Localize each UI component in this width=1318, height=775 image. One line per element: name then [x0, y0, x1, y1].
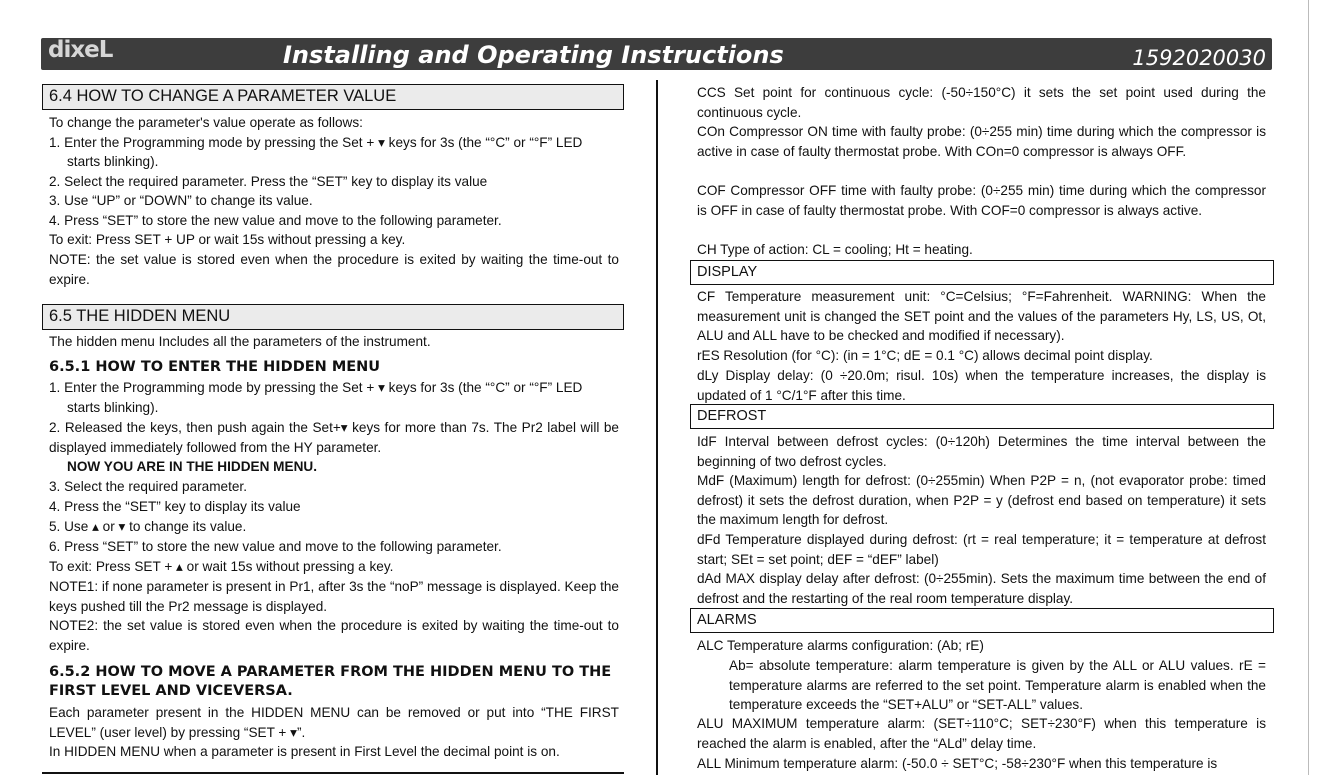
- alarms-section-header: [690, 608, 1274, 633]
- s651-title: 6.5.1 HOW TO ENTER THE HIDDEN MENU: [49, 359, 381, 375]
- s651-step1-cont: starts blinking).: [67, 400, 159, 415]
- s64-intro: To change the parameter's value operate as follows:: [49, 115, 363, 130]
- param-alc: ALC Temperature alarms configuration: (Ab; rE): [697, 638, 984, 653]
- s64-exit: To exit: Press SET + UP or wait 15s without pressing a key.: [49, 232, 406, 247]
- param-alc-desc: Ab= absolute temperature: alarm temperature is given by the ALL or ALU values. rE = temperature alarms are referred to the set point. Temperature alarm is enabled when the temperature exceeds the “SET+ALU” or “SET-ALL” values.: [729, 658, 1266, 712]
- s652-title: 6.5.2 HOW TO MOVE A PARAMETER FROM THE HIDDEN MENU TO THE FIRST LEVEL AND VICEVERSA.: [49, 664, 612, 699]
- s652-para2: In HIDDEN MENU when a parameter is present in First Level the decimal point is on.: [49, 744, 560, 759]
- s651-step2: 2. Released the keys, then push again the Set+▾ keys for more than 7s. The Pr2 label will be displayed immediately followed from the HY parameter.: [49, 420, 619, 455]
- param-ccs: CCS Set point for continuous cycle: (-50÷150°C) it sets the set point used during the continuous cycle.: [697, 85, 1266, 120]
- document-number: 1592020030: [1132, 46, 1266, 70]
- s64-note: NOTE: the set value is stored even when the procedure is exited by waiting the time-out to expire.: [49, 252, 619, 287]
- param-cof: COF Compressor OFF time with faulty probe: (0÷255 min) time during which the compressor is OFF in case of faulty thermostat probe. With COF=0 compressor is always active.: [697, 183, 1266, 218]
- s651-now-in-hidden: NOW YOU ARE IN THE HIDDEN MENU.: [67, 459, 317, 474]
- s651-note2: NOTE2: the set value is stored even when the procedure is exited by waiting the time-out to expire.: [49, 618, 619, 653]
- param-alu: ALU MAXIMUM temperature alarm: (SET÷110°C; SET÷230°F) when this temperature is reached the alarm is enabled, after the “ALd” delay time.: [697, 716, 1266, 751]
- s64-step1: 1. Enter the Programming mode by pressing the Set + ▾ keys for 3s (the “°C” or “°F” LED: [49, 135, 583, 150]
- section-6-5-header: [42, 304, 624, 330]
- param-dad: dAd MAX display delay after defrost: (0÷255min). Sets the maximum time between the end of defrost and the restarting of the real room temperature display.: [697, 571, 1266, 606]
- s65-intro: The hidden menu Includes all the parameters of the instrument.: [49, 334, 431, 349]
- param-con: COn Compressor ON time with faulty probe: (0÷255 min) time during which the compressor is active in case of faulty thermostat probe. With COn=0 compressor is always OFF.: [697, 124, 1266, 159]
- defrost-section-title: DEFROST: [697, 408, 767, 424]
- s652-para1: Each parameter present in the HIDDEN MENU can be removed or put into “THE FIRST LEVEL” (user level) by pressing “SET + ▾”.: [49, 705, 619, 740]
- s651-note1: NOTE1: if none parameter is present in Pr1, after 3s the “noP” message is displayed. Keep the keys pushed till the Pr2 message is displayed.: [49, 579, 619, 614]
- section-6-4-title: 6.4 HOW TO CHANGE A PARAMETER VALUE: [49, 87, 397, 105]
- display-section-title: DISPLAY: [697, 264, 758, 280]
- alarms-section-title: ALARMS: [697, 612, 757, 628]
- s651-step5: 5. Use ▴ or ▾ to change its value.: [49, 519, 247, 534]
- s651-step6: 6. Press “SET” to store the new value and move to the following parameter.: [49, 539, 502, 554]
- param-res: rES Resolution (for °C): (in = 1°C; dE = 0.1 °C) allows decimal point display.: [697, 348, 1153, 363]
- s64-step4: 4. Press “SET” to store the new value and move to the following parameter.: [49, 213, 502, 228]
- s651-step4: 4. Press the “SET” key to display its value: [49, 499, 301, 514]
- param-dfd: dFd Temperature displayed during defrost: (rt = real temperature; it = temperature at defrost start; SEt = set point; dEF = “dEF” label): [697, 532, 1266, 567]
- section-6-4-header: [42, 84, 624, 110]
- left-bottom-rule: [42, 772, 624, 774]
- param-ch: CH Type of action: CL = cooling; Ht = heating.: [697, 242, 973, 257]
- page-edge: [1308, 0, 1309, 775]
- param-dly: dLy Display delay: (0 ÷20.0m; risul. 10s) when the temperature increases, the display is updated of 1 °C/1°F after this time.: [697, 368, 1266, 403]
- column-divider: [656, 80, 658, 775]
- s651-exit: To exit: Press SET + ▴ or wait 15s without pressing a key.: [49, 559, 394, 574]
- param-mdf: MdF (Maximum) length for defrost: (0÷255min) When P2P = n, (not evaporator probe: timed defrost) it sets the defrost duration, when P2P = y (defrost end based on temperature) it sets the maximum length for defrost.: [697, 473, 1266, 527]
- s651-step1: 1. Enter the Programming mode by pressing the Set + ▾ keys for 3s (the “°C” or “°F” LED: [49, 380, 583, 395]
- section-6-5-title: 6.5 THE HIDDEN MENU: [49, 307, 231, 325]
- dixell-logo: dixeL: [48, 37, 113, 63]
- param-all: ALL Minimum temperature alarm: (-50.0 ÷ SET°C; -58÷230°F when this temperature is: [697, 756, 1218, 771]
- defrost-section-header: [690, 404, 1274, 429]
- s64-step2: 2. Select the required parameter. Press the “SET” key to display its value: [49, 174, 488, 189]
- s64-step1-cont: starts blinking).: [67, 154, 159, 169]
- s64-step3: 3. Use “UP” or “DOWN” to change its value.: [49, 193, 313, 208]
- document-title: Installing and Operating Instructions: [283, 41, 784, 69]
- param-idf: IdF Interval between defrost cycles: (0÷120h) Determines the time interval between the beginning of two defrost cycles.: [697, 434, 1266, 469]
- display-section-header: [690, 260, 1274, 285]
- param-cf: CF Temperature measurement unit: °C=Celsius; °F=Fahrenheit. WARNING: When the measurement unit is changed the SET point and the values of the parameters Hy, LS, US, Ot, ALU and ALL have to be checked and modified if necessary).: [697, 289, 1266, 343]
- s651-step3: 3. Select the required parameter.: [49, 479, 247, 494]
